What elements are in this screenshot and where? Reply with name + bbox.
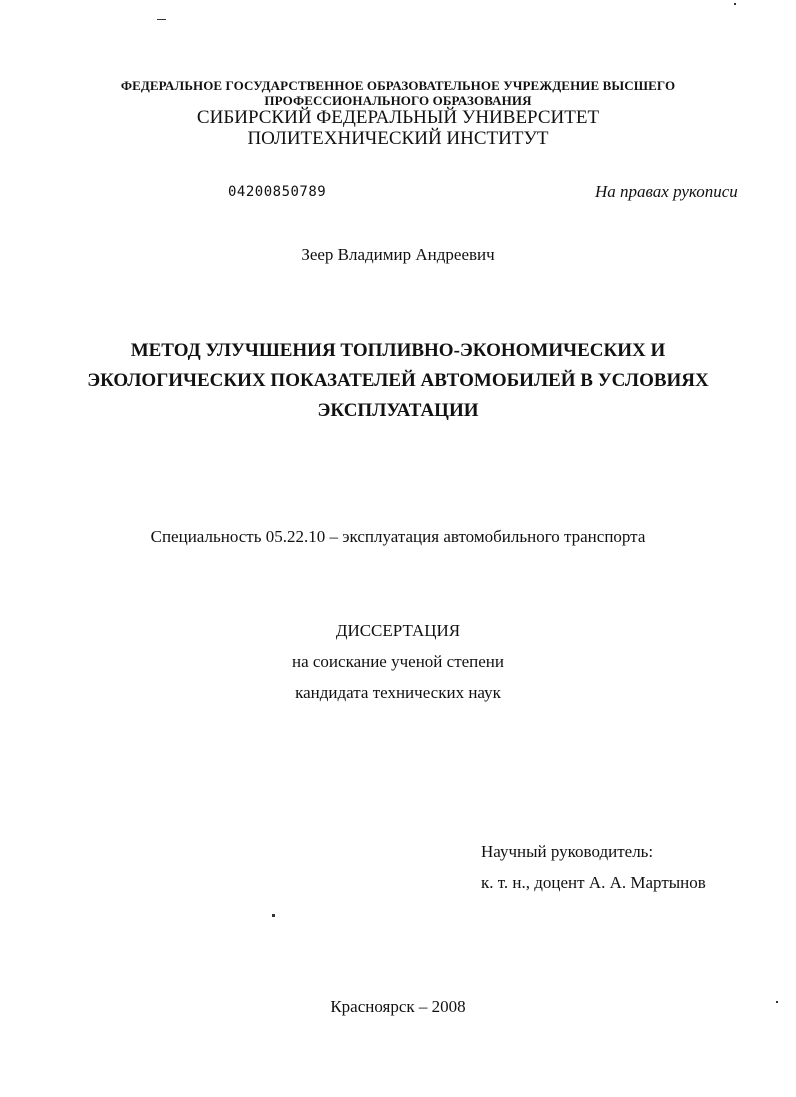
author-name: Зеер Владимир Андреевич	[301, 245, 495, 264]
dissertation-title-line-2: ЭКОЛОГИЧЕСКИХ ПОКАЗАТЕЛЕЙ АВТОМОБИЛЕЙ В УСЛОВИЯХ	[87, 370, 709, 391]
degree-line-3: кандидата технических наук	[295, 683, 501, 702]
institution-line-1: ФЕДЕРАЛЬНОЕ ГОСУДАРСТВЕННОЕ ОБРАЗОВАТЕЛЬНОЕ УЧРЕЖДЕНИЕ ВЫСШЕГО	[120, 78, 676, 93]
dissertation-title-line-3: ЭКСПЛУАТАЦИИ	[317, 400, 479, 421]
supervisor-name: к. т. н., доцент А. А. Мартынов	[481, 873, 706, 892]
institution-line-2: ПРОФЕССИОНАЛЬНОГО ОБРАЗОВАНИЯ	[264, 93, 532, 108]
supervisor-label: Научный руководитель:	[481, 842, 654, 861]
manuscript-rights-note: На правах рукописи	[595, 182, 738, 201]
university-name: СИБИРСКИЙ ФЕДЕРАЛЬНЫЙ УНИВЕРСИТЕТ	[196, 107, 600, 128]
specialty: Специальность 05.22.10 – эксплуатация автомобильного транспорта	[150, 527, 646, 546]
dissertation-title-line-1: МЕТОД УЛУЧШЕНИЯ ТОПЛИВНО-ЭКОНОМИЧЕСКИХ И	[130, 340, 666, 361]
registration-number: 04200850789	[228, 184, 327, 200]
scan-mark	[157, 19, 166, 20]
scan-mark	[734, 3, 736, 5]
scan-mark	[272, 914, 275, 917]
place-year: Красноярск – 2008	[330, 997, 466, 1016]
degree-line-2: на соискание ученой степени	[291, 652, 505, 671]
degree-type: ДИССЕРТАЦИЯ	[335, 621, 461, 640]
institute-name: ПОЛИТЕХНИЧЕСКИЙ ИНСТИТУТ	[247, 128, 549, 149]
